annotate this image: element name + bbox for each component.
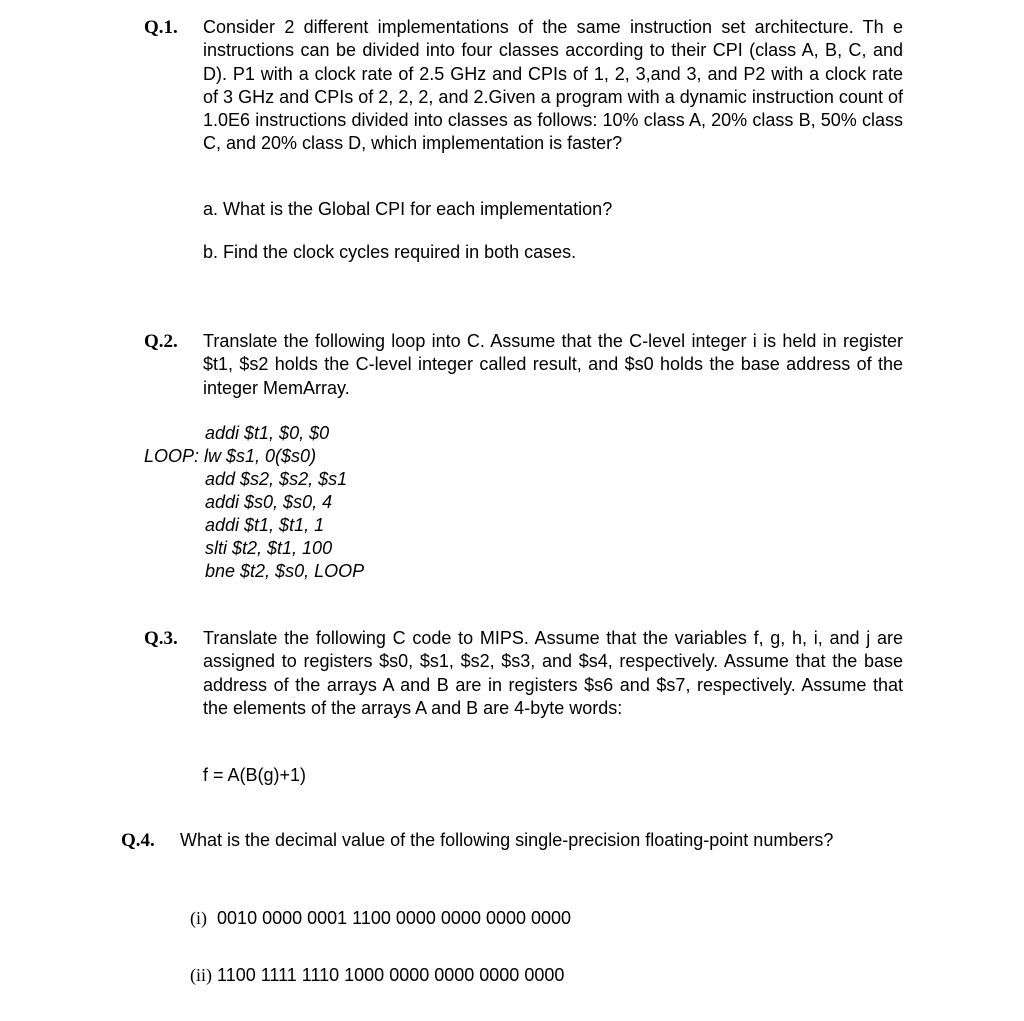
question-1-text: Consider 2 different implementations of the same instruction set architecture. Th e instructions can be divided into four classes according to their CPI (class A, B, C, and D). P1 with a clock rate of 2.5 GHz and CPIs of 1, 2, 3,and 3, and P2 with a clock rate of 3 GHz and CPIs of 2, 2, 2, and 2.Given a program with a dynamic instruction count of 1.0E6 instructions divided into classes as follows: 10% class A, 20% class B, 50% class C, and 20% class D, which implementation is faster? [203,17,903,154]
question-1-part-b: b. Find the clock cycles required in both cases. [203,242,577,262]
item-value: 0010 0000 0001 1100 0000 0000 0000 0000 [217,908,572,928]
code-line: add $s2, $s2, $s1 [205,469,348,489]
question-2-number: Q.2. [144,331,178,352]
question-4-item [180,941,564,987]
question-2-text: Translate the following loop into C. Assume that the C-level integer i is held in register $t1, $s2 holds the C-level integer called result, and $s0 holds the base address of the integer MemArray. [203,331,903,398]
question-3-text: Translate the following C code to MIPS. Assume that the variables f, g, h, i, and j are assigned to registers $s0, $s1, $s2, $s3, and $s4, respectively. Assume that the base address of the arrays A and B are in registers $s6 and $s7, respectively. Assume that the elements of the arrays A and B are 4-byte words: [203,628,903,718]
code-line: bne $t2, $s0, LOOP [205,561,365,581]
code-line: slti $t2, $t1, 100 [205,538,333,558]
question-4-text: What is the decimal value of the following single-precision floating-point numbers? [180,830,834,850]
code-line: addi $t1, $0, $0 [205,423,330,443]
code-line: addi $t1, $t1, 1 [205,515,325,535]
code-line-loop-label: LOOP: lw $s1, 0($s0) [144,446,317,466]
question-3-number: Q.3. [144,628,178,649]
item-value: 1100 1111 1110 1000 0000 0000 0000 0000 [217,965,565,985]
question-4-item [180,884,571,930]
question-4-number: Q.4. [121,830,155,851]
code-line: addi $s0, $s0, 4 [205,492,333,512]
item-label: (i) [190,908,208,928]
question-1-part-a: a. What is the Global CPI for each implementation? [203,199,613,219]
item-label: (ii) [190,965,213,985]
question-3-expression: f = A(B(g)+1) [203,765,307,785]
question-1-number: Q.1. [144,17,178,38]
